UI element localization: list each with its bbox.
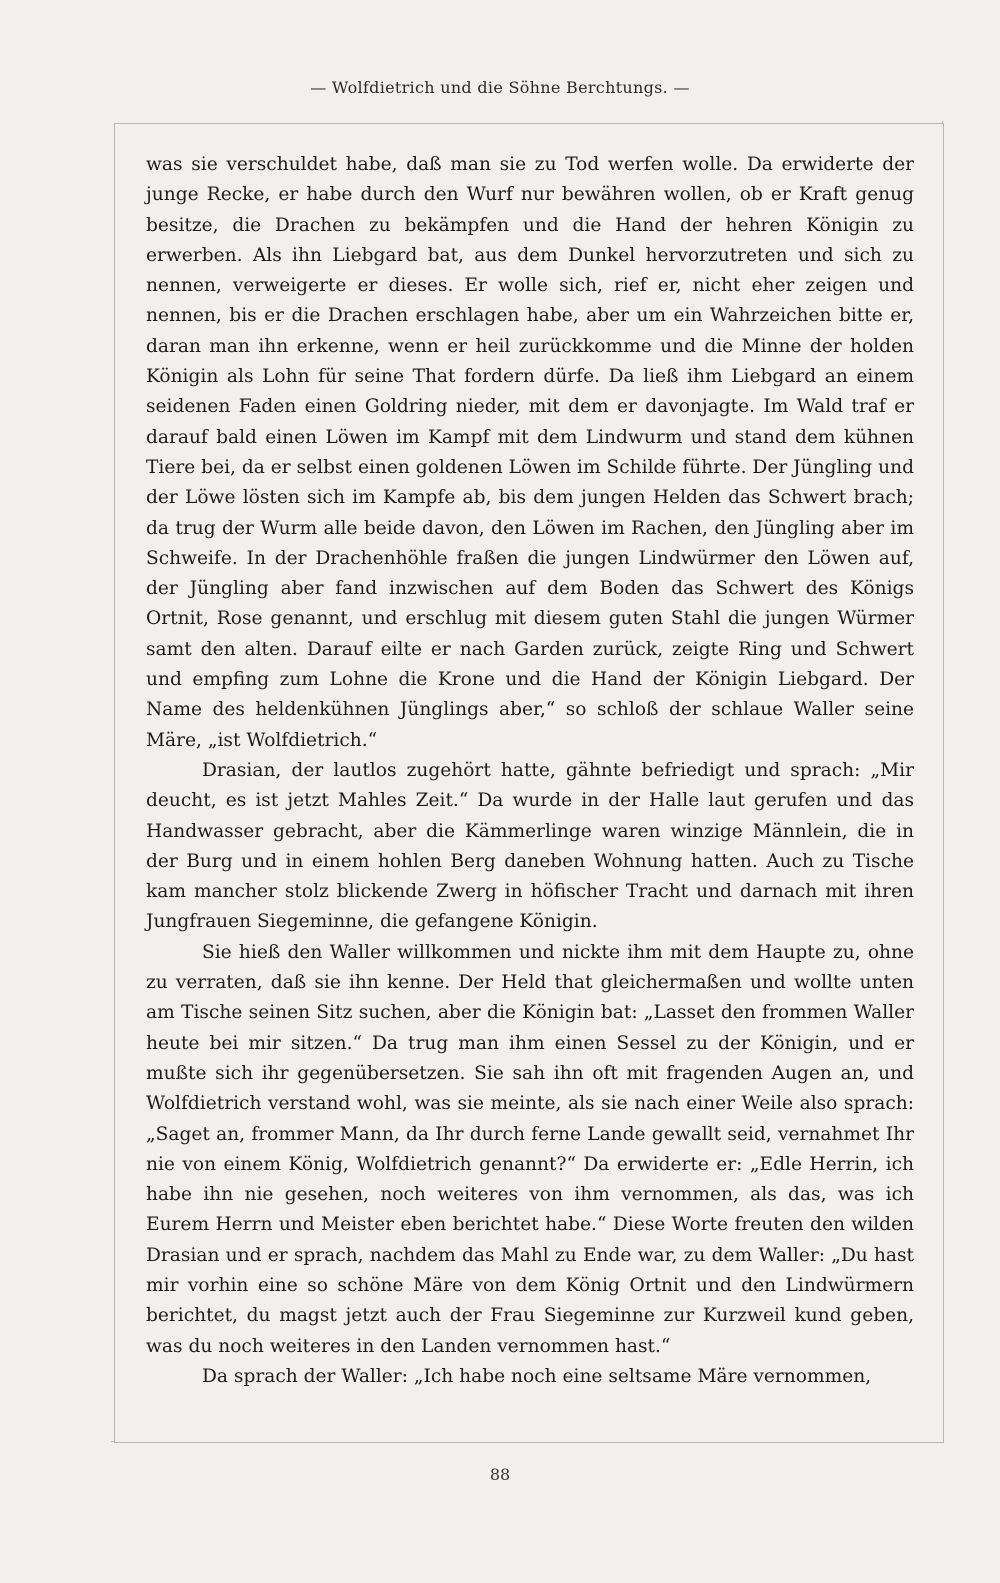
- running-header: — Wolfdietrich und die Söhne Berchtungs. —: [310, 78, 690, 97]
- paragraph: Sie hieß den Waller willkommen und nickte ihm mit dem Haupte zu, ohne zu verraten, daß sie ihn kenne. Der Held that gleichermaßen und wollte unten am Tische seinen Sitz suchen, aber die Königin bat: „Lasset den frommen Waller heute bei mir sitzen.“ Da trug man ihm einen Sessel zu der Königin, und er mußte sich ihr gegenübersetzen. Sie sah ihn oft mit fragenden Augen an, und Wolfdietrich verstand wohl, was sie meinte, als sie nach einer Weile also sprach: „Saget an, frommer Mann, da Ihr durch ferne Lande gewallt seid, vernahmet Ihr nie von einem König, Wolfdietrich genannt?“ Da erwiderte er: „Edle Herrin, ich habe ihn nie gesehen, noch weiteres von ihm vernommen, als das, was ich Eurem Herrn und Meister eben berichtet habe.“ Diese Worte freuten den wilden Drasian und er sprach, nachdem das Mahl zu Ende war, zu dem Waller: „Du hast mir vorhin eine so schöne Märe von dem König Ortnit und den Lindwürmern berichtet, du magst jetzt auch der Frau Siegeminne zur Kurzweil kund geben, was du noch weiteres in den Landen vernommen hast.“: [146, 941, 914, 1357]
- body-text: [146, 150, 914, 1392]
- frame-corner-mark: [111, 1441, 115, 1442]
- page-number: 88: [489, 1465, 511, 1484]
- paragraph-continuation: was sie verschuldet habe, daß man sie zu Tod werfen wolle. Da erwiderte der junge Recke, er habe durch den Wurf nur bewähren wollen, ob er Kraft genug besitze, die Drachen zu bekämpfen und die Hand der hehren Königin zu erwerben. Als ihn Liebgard bat, aus dem Dunkel hervorzutreten und sich zu nennen, verweigerte er dieses. Er wolle sich, rief er, nicht eher zeigen und nennen, bis er die Drachen erschlagen habe, aber um ein Wahrzeichen bitte er, daran man ihn erkenne, wenn er heil zurückkomme und die Minne der holden Königin als Lohn für seine That fordern dürfe. Da ließ ihm Liebgard an einem seidenen Faden einen Goldring nieder, mit dem er davonjagte. Im Wald traf er darauf bald einen Löwen im Kampf mit dem Lindwurm und stand dem kühnen Tiere bei, da er selbst einen goldenen Löwen im Schilde führte. Der Jüngling und der Löwe lösten sich im Kampfe ab, bis dem jungen Helden das Schwert brach; da trug der Wurm alle beide davon, den Löwen im Rachen, den Jüngling aber im Schweife. In der Drachenhöhle fraßen die jungen Lindwürmer den Löwen auf, der Jüngling aber fand inzwischen auf dem Boden das Schwert des Königs Ortnit, Rose genannt, und erschlug mit diesem guten Stahl die jungen Würmer samt den alten. Darauf eilte er nach Garden zurück, zeigte Ring und Schwert und empfing zum Lohne die Krone und die Hand der Königin Liebgard. Der Name des heldenkühnen Jünglings aber,“ so schloß der schlaue Waller seine Märe, „ist Wolfdietrich.“: [146, 154, 914, 751]
- paragraph: Da sprach der Waller: „Ich habe noch eine seltsame Märe vernommen,: [202, 1365, 872, 1387]
- paragraph: Drasian, der lautlos zugehört hatte, gähnte befriedigt und sprach: „Mir deucht, es ist jetzt Mahles Zeit.“ Da wurde in der Halle laut gerufen und das Handwasser gebracht, aber die Kämmerlinge waren winzige Männlein, die in der Burg und in einem hohlen Berg daneben Wohnung hatten. Auch zu Tische kam mancher stolz blickende Zwerg in höfischer Tracht und darnach mit ihren Jungfrauen Siegeminne, die gefangene Königin.: [146, 759, 914, 933]
- frame-corner-mark: [942, 121, 943, 124]
